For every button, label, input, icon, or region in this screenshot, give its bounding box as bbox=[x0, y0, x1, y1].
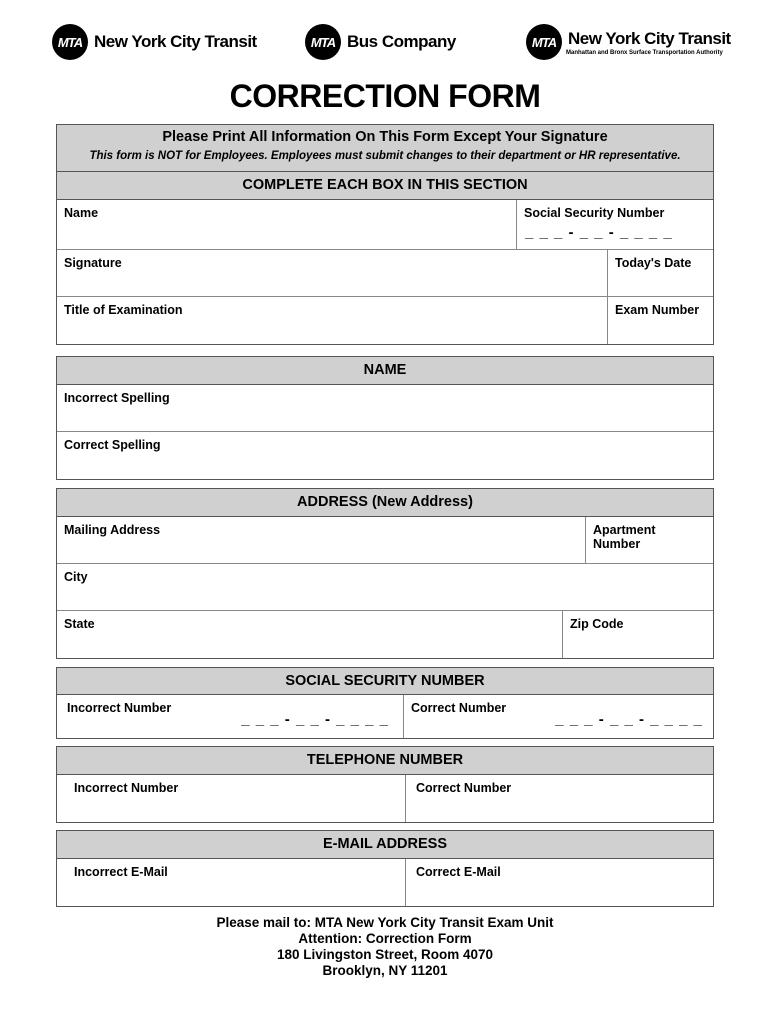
state-label: State bbox=[64, 617, 95, 631]
intro-heading: Please Print All Information On This Form Except Your Signature bbox=[162, 129, 608, 145]
ssn-field[interactable] bbox=[516, 200, 713, 249]
footer-line-4: Brooklyn, NY 11201 bbox=[322, 963, 448, 978]
todays-date-field[interactable] bbox=[607, 250, 713, 296]
page-title: CORRECTION FORM bbox=[229, 78, 541, 114]
name-field[interactable] bbox=[57, 200, 516, 249]
complete-section bbox=[56, 124, 714, 345]
logo-text: New York City Transit bbox=[94, 32, 257, 51]
telephone-correct-field[interactable] bbox=[405, 775, 713, 822]
city-label: City bbox=[64, 570, 88, 584]
telephone-section bbox=[56, 746, 714, 823]
name-header: NAME bbox=[57, 357, 713, 385]
ssn-incorrect-blank: _ _ _ - _ _ - _ _ _ _ bbox=[241, 711, 389, 728]
zip-code-label: Zip Code bbox=[570, 617, 624, 631]
email-incorrect-label: Incorrect E-Mail bbox=[74, 865, 168, 879]
logo-text: Bus Company bbox=[347, 32, 456, 51]
address-section bbox=[56, 488, 714, 659]
logo-text: New York City Transit bbox=[568, 28, 731, 48]
logo-subtext: Manhattan and Bronx Surface Transportation Authority bbox=[566, 49, 723, 56]
apartment-number-field[interactable] bbox=[585, 517, 713, 563]
logo-nyct-left bbox=[52, 24, 257, 60]
correct-spelling-label: Correct Spelling bbox=[64, 438, 161, 452]
ssn-label: Social Security Number bbox=[524, 206, 665, 220]
logo-bus-company bbox=[305, 24, 456, 60]
ssn-correct-blank: _ _ _ - _ _ - _ _ _ _ bbox=[555, 711, 703, 728]
email-correct-label: Correct E-Mail bbox=[416, 865, 501, 879]
name-label: Name bbox=[64, 206, 99, 220]
telephone-header: TELEPHONE NUMBER bbox=[57, 747, 713, 775]
mailing-instructions bbox=[0, 915, 770, 979]
ssn-correct-label: Correct Number bbox=[411, 701, 507, 715]
signature-label: Signature bbox=[64, 256, 122, 270]
correct-spelling-field[interactable] bbox=[57, 432, 713, 479]
incorrect-spelling-label: Incorrect Spelling bbox=[64, 391, 170, 405]
mta-logo-icon: MTA bbox=[52, 24, 88, 60]
name-section bbox=[56, 356, 714, 480]
mta-logo-icon: MTA bbox=[305, 24, 341, 60]
intro-note: This form is NOT for Employees. Employees must submit changes to their department or HR representative. bbox=[89, 150, 681, 162]
telephone-correct-label: Correct Number bbox=[416, 781, 512, 795]
todays-date-label: Today's Date bbox=[615, 256, 692, 270]
telephone-incorrect-field[interactable] bbox=[57, 775, 405, 822]
ssn-header: SOCIAL SECURITY NUMBER bbox=[57, 668, 713, 695]
email-incorrect-field[interactable] bbox=[57, 859, 405, 906]
footer-line-2: Attention: Correction Form bbox=[298, 931, 472, 946]
signature-field[interactable] bbox=[57, 250, 607, 296]
email-correct-field[interactable] bbox=[405, 859, 713, 906]
apartment-number-label: Apartment Number bbox=[593, 523, 656, 551]
mailing-address-label: Mailing Address bbox=[64, 523, 161, 537]
footer-line-1: Please mail to: MTA New York City Transit Exam Unit bbox=[216, 915, 554, 930]
exam-title-label: Title of Examination bbox=[64, 303, 183, 317]
city-field[interactable] bbox=[57, 564, 713, 610]
logo-nyct-right bbox=[526, 24, 731, 60]
telephone-incorrect-label: Incorrect Number bbox=[74, 781, 179, 795]
ssn-incorrect-field[interactable] bbox=[57, 695, 403, 738]
ssn-incorrect-label: Incorrect Number bbox=[67, 701, 172, 715]
intro-header bbox=[57, 125, 713, 172]
email-header: E-MAIL ADDRESS bbox=[57, 831, 713, 859]
state-field[interactable] bbox=[57, 611, 562, 658]
ssn-blank: _ _ _ - _ _ - _ _ _ _ bbox=[525, 224, 673, 241]
ssn-correct-field[interactable] bbox=[403, 695, 713, 738]
email-section bbox=[56, 830, 714, 907]
mta-logo-icon: MTA bbox=[526, 24, 562, 60]
complete-header: COMPLETE EACH BOX IN THIS SECTION bbox=[57, 172, 713, 200]
address-header: ADDRESS (New Address) bbox=[57, 489, 713, 517]
zip-code-field[interactable] bbox=[562, 611, 713, 658]
ssn-section bbox=[56, 667, 714, 739]
mailing-address-field[interactable] bbox=[57, 517, 585, 563]
incorrect-spelling-field[interactable] bbox=[57, 385, 713, 431]
exam-number-label: Exam Number bbox=[615, 303, 700, 317]
footer-line-3: 180 Livingston Street, Room 4070 bbox=[276, 947, 494, 962]
exam-number-field[interactable] bbox=[607, 297, 713, 344]
exam-title-field[interactable] bbox=[57, 297, 607, 344]
